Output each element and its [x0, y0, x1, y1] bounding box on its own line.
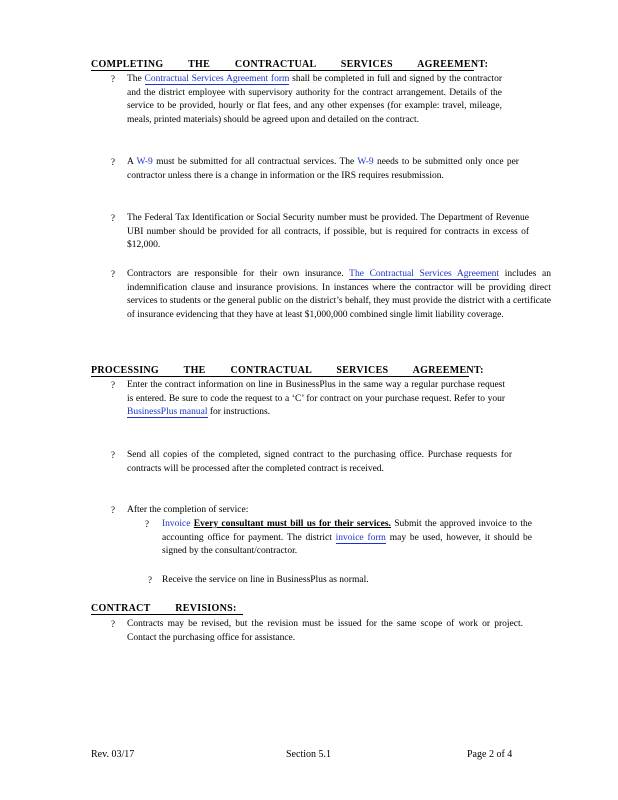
businessplus-manual-link[interactable]: BusinessPlus manual: [127, 407, 208, 418]
processing-bullet-2: Send all copies of the completed, signed contract to the purchasing office. Purchase requests for contracts will be processed after the completed contract is received.: [127, 450, 512, 474]
text-segment: may be used, however, it should be signed by the consultant/contractor.: [162, 532, 532, 557]
footer-revision: Rev. 03/17: [91, 749, 135, 760]
sub-bullet-mark: ?: [148, 575, 152, 585]
completing-bullet-2: [127, 156, 519, 183]
bullet-mark: ?: [111, 380, 115, 390]
completing-bullet-3: The Federal Tax Identification or Social Security number must be provided. The Department of Revenue UBI number should be provided for all contracts, if possible, but is required for contracts in excess of $12,000.: [127, 213, 529, 251]
invoice-link[interactable]: Invoice: [162, 519, 191, 529]
heading-completing: COMPLETING THE CONTRACTUAL SERVICES AGREEMENT:: [91, 59, 489, 70]
bullet-mark: ?: [111, 269, 115, 279]
processing-sub-bullet-1: [162, 518, 532, 559]
bullet-mark: ?: [111, 450, 115, 460]
processing-bullet-1: [127, 379, 505, 420]
processing-sub-bullet-2: Receive the service on line in BusinessPlus as normal.: [162, 575, 369, 585]
footer-section: Section 5.1: [286, 749, 331, 760]
text-segment: for instructions.: [207, 407, 271, 418]
completing-bullet-4: [127, 268, 551, 323]
heading-processing: PROCESSING THE CONTRACTUAL SERVICES AGREEMENT:: [91, 365, 484, 376]
bullet-mark: ?: [111, 157, 115, 167]
heading-revisions: CONTRACT REVISIONS:: [91, 603, 243, 615]
sub-bullet-mark: ?: [145, 519, 149, 529]
text-segment: The: [127, 74, 145, 84]
completing-bullet-1: [127, 73, 502, 128]
consultant-billing-notice: Every consultant must bill us for their services.: [193, 519, 391, 529]
text-segment: shall be completed in full and signed by the contractor and the district employee with supervisory authority for the contract arrangement. Details of the service to be provided, hourly or flat fees, and any other expenses (for example: travel, mileage, meals, printed materials) should be agreed upon and detailed on the contract.: [127, 74, 502, 126]
text-segment: Submit the approved invoice to the accounting office for payment. The district: [162, 519, 533, 543]
w9-link[interactable]: W-9: [136, 157, 153, 167]
processing-bullet-3: After the completion of service:: [127, 505, 249, 515]
invoice-form-link[interactable]: invoice form: [335, 532, 386, 543]
bullet-mark: ?: [111, 74, 115, 84]
contractual-services-agreement-form-link[interactable]: Contractual Services Agreement form: [144, 74, 290, 84]
contractual-services-agreement-link[interactable]: The Contractual Services Agreement: [349, 269, 500, 279]
text-segment: must be submitted for all contractual services. The: [152, 157, 358, 167]
bullet-mark: ?: [111, 505, 115, 515]
text-segment: A: [127, 157, 137, 167]
revisions-bullet-1: Contracts may be revised, but the revision must be issued for the same scope of work or project. Contact the purchasing office for assistance.: [127, 619, 523, 643]
bullet-mark: ?: [111, 213, 115, 223]
text-segment: includes an indemnification clause and insurance provisions. In instances where the contractor will be providing direct services to students or the general public on the district’s behalf, they must provide the district with a certificate of insurance evidencing that they have at least $1,000,000 combined single limit liability coverage.: [127, 269, 551, 321]
text-segment: Contractors are responsible for their own insurance.: [127, 269, 350, 279]
w9-link[interactable]: W-9: [357, 157, 374, 167]
text-segment: needs to be submitted only once per contractor unless there is a change in information or the IRS requires resubmission.: [127, 157, 519, 181]
footer-page-number: Page 2 of 4: [467, 749, 513, 760]
bullet-mark: ?: [111, 619, 115, 629]
text-segment: Enter the contract information on line in BusinessPlus in the same way a regular purchase request is entered. Be sure to code the request to a ‘C’ for contract on your purchase request. Refer to your: [127, 380, 505, 404]
